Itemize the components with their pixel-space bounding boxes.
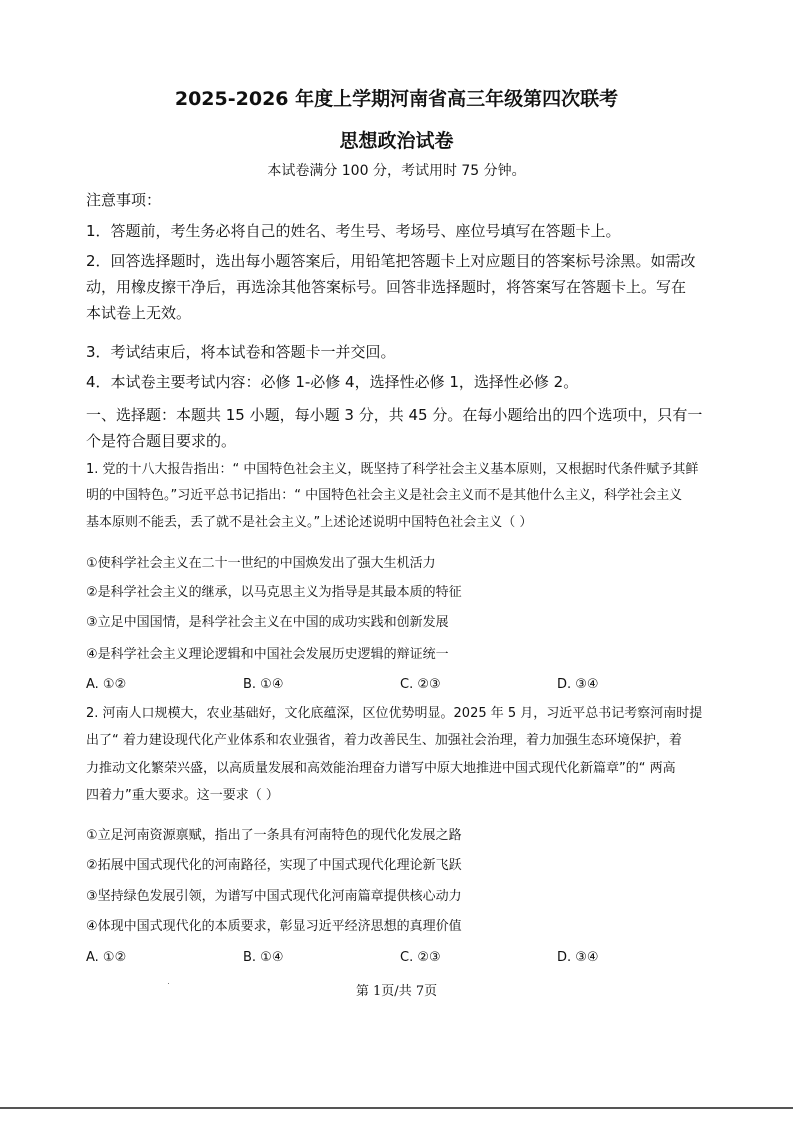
page-number: 第 1页/共 7页 xyxy=(355,984,438,999)
statement-1: ①立足河南资源禀赋，指出了一条具有河南特色的现代化发展之路 xyxy=(86,828,462,843)
option-c: C. ②③ xyxy=(400,677,441,692)
statement-1: ①使科学社会主义在二十一世纪的中国焕发出了强大生机活力 xyxy=(86,556,436,571)
statement-3: ③坚持绿色发展引领，为谱写中国式现代化河南篇章提供核心动力 xyxy=(86,889,462,904)
exam-info: 本试卷满分 100 分，考试用时 75 分钟。 xyxy=(267,163,526,179)
option-c: C. ②③ xyxy=(400,950,441,965)
subject-title: 思想政治试卷 xyxy=(339,130,454,152)
option-b: B. ①④ xyxy=(243,950,284,965)
note-item: 动，用橡皮擦干净后，再选涂其他答案标号。回答非选择题时，将答案写在答题卡上。写在 xyxy=(86,278,687,296)
question-stem-line: 出了“ 着力建设现代化产业体系和农业强省，着力改善民生、加强社会治理，着力加强生态环境保护，着 xyxy=(86,733,682,748)
page-bottom-divider xyxy=(0,1107,793,1109)
statement-2: ②拓展中国式现代化的河南路径，实现了中国式现代化理论新飞跃 xyxy=(86,858,462,873)
option-a: A. ①② xyxy=(86,677,127,692)
question-stem-line: 基本原则不能丢，丢了就不是社会主义。”上述论述说明中国特色社会主义（ ） xyxy=(86,515,533,530)
section-heading-cont: 个是符合题目要求的。 xyxy=(86,432,237,450)
note-item: 3．考试结束后，将本试卷和答题卡一并交回。 xyxy=(86,343,396,361)
question-stem-line: 力推动文化繁荣兴盛，以高质量发展和高效能治理奋力谱写中原大地推进中国式现代化新篇章”的“ 两高 xyxy=(86,761,676,776)
statement-2: ②是科学社会主义的继承，以马克思主义为指导是其最本质的特征 xyxy=(86,585,462,600)
note-item: 2．回答选择题时，选出每小题答案后，用铅笔把答题卡上对应题目的答案标号涂黑。如需改 xyxy=(86,252,696,270)
question-stem-line: 1. 党的十八大报告指出：“ 中国特色社会主义，既坚持了科学社会主义基本原则，又根据时代条件赋予其鲜 xyxy=(86,462,699,477)
option-d: D. ③④ xyxy=(557,950,599,965)
notes-heading: 注意事项： xyxy=(86,191,162,209)
statement-3: ③立足中国国情，是科学社会主义在中国的成功实践和创新发展 xyxy=(86,615,449,630)
option-b: B. ①④ xyxy=(243,677,284,692)
note-item: 4．本试卷主要考试内容：必修 1-必修 4，选择性必修 1，选择性必修 2。 xyxy=(86,373,579,391)
statement-4: ④是科学社会主义理论逻辑和中国社会发展历史逻辑的辩证统一 xyxy=(86,647,449,662)
question-stem-line: 明的中国特色。”习近平总书记指出：“ 中国特色社会主义是社会主义而不是其他什么主义，科学社会主义 xyxy=(86,488,683,503)
option-d: D. ③④ xyxy=(557,677,599,692)
option-a: A. ①② xyxy=(86,950,127,965)
question-stem-line: 2. 河南人口规模大，农业基础好，文化底蕴深，区位优势明显。2025 年 5 月，习近平总书记考察河南时提 xyxy=(86,706,703,721)
note-item: 1．答题前，考生务必将自己的姓名、考生号、考场号、座位号填写在答题卡上。 xyxy=(86,222,621,240)
note-item: 本试卷上无效。 xyxy=(86,304,192,322)
statement-4: ④体现中国式现代化的本质要求，彰显习近平经济思想的真理价值 xyxy=(86,919,462,934)
question-stem-line: 四着力”重大要求。这一要求（ ） xyxy=(86,788,279,803)
section-heading: 一、选择题：本题共 15 小题，每小题 3 分，共 45 分。在每小题给出的四个选项中，只有一 xyxy=(86,406,703,424)
exam-title: 2025-2026 年度上学期河南省高三年级第四次联考 xyxy=(174,88,619,110)
